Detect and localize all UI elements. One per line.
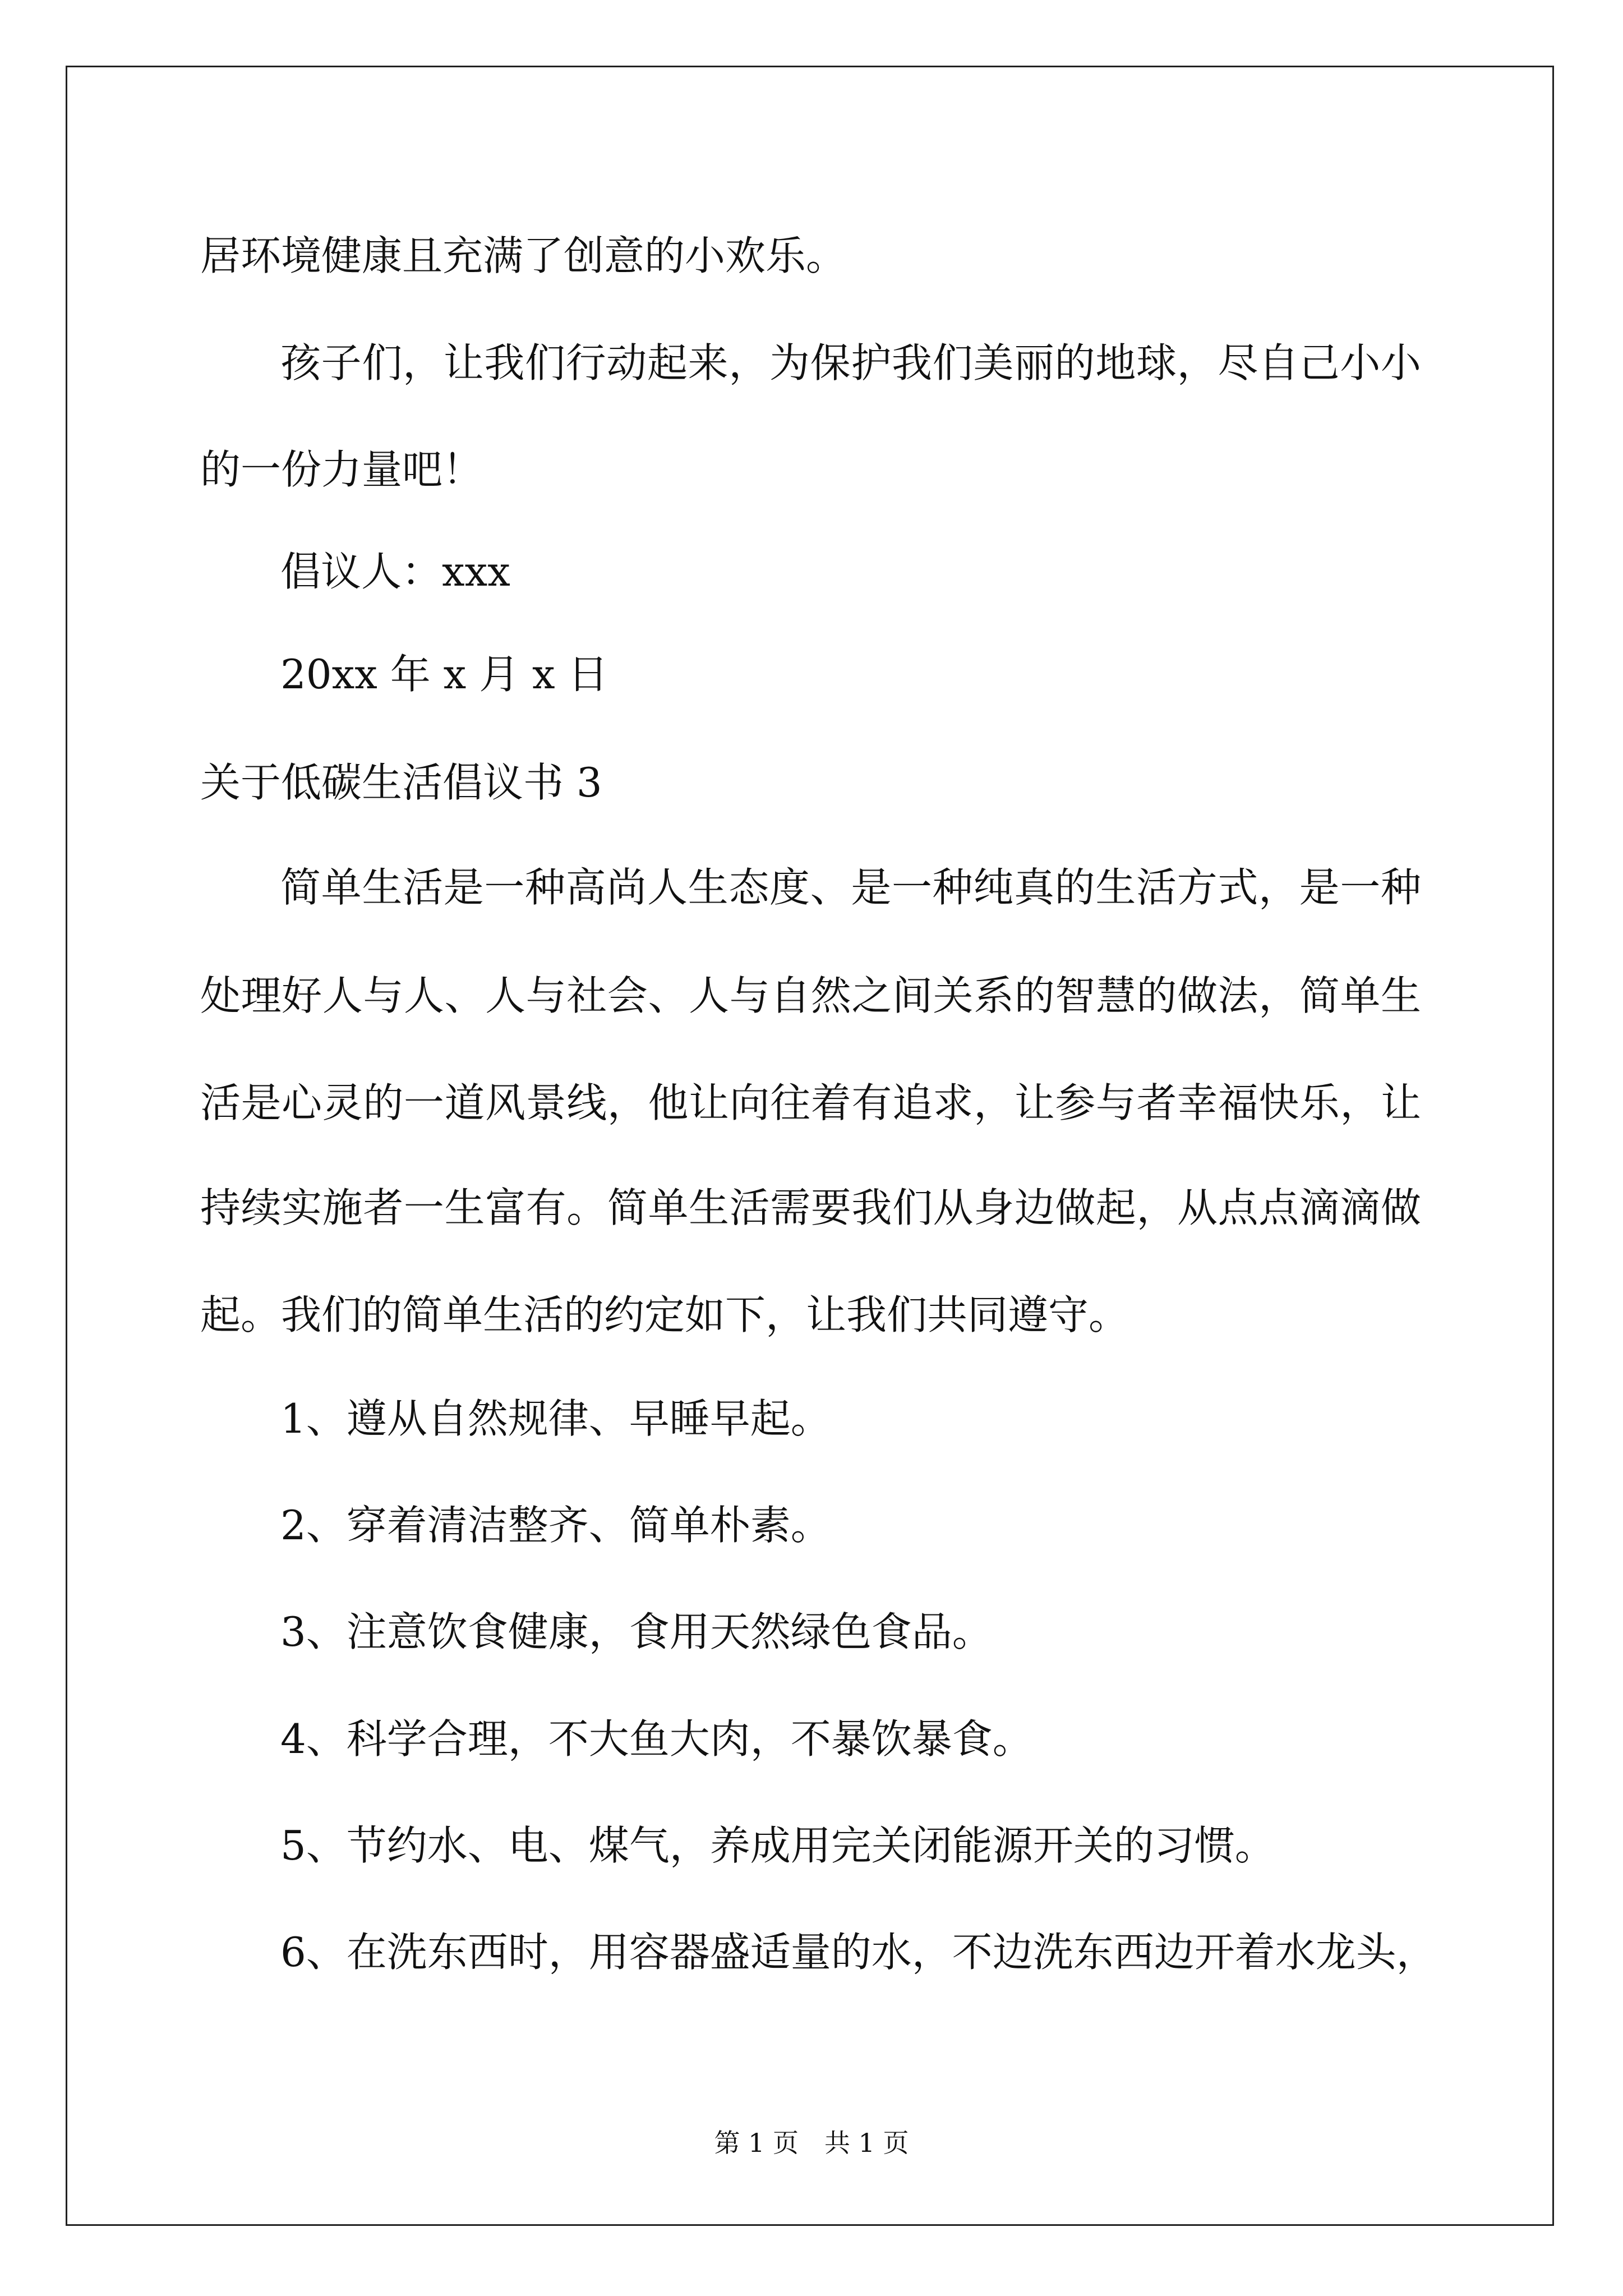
paragraph-line: 孩子们，让我们行动起来，为保护我们美丽的地球，尽自己小小 [280, 339, 1421, 386]
paragraph-line: 简单生活是一种高尚人生态度、是一种纯真的生活方式，是一种 [280, 864, 1421, 911]
signature-line: 倡议人：xxx [280, 548, 510, 595]
paragraph-line: 活是心灵的一道风景线，他让向往着有追求，让参与者幸福快乐，让 [200, 1079, 1421, 1126]
section-title: 关于低碳生活倡议书 3 [200, 759, 602, 806]
paragraph-line: 起。我们的简单生活的约定如下，让我们共同遵守。 [200, 1291, 1129, 1338]
list-item: 2、穿着清洁整齐、简单朴素。 [280, 1502, 831, 1549]
list-item: 1、遵从自然规律、早睡早起。 [280, 1395, 831, 1442]
list-item: 4、科学合理，不大鱼大肉，不暴饮暴食。 [280, 1715, 1033, 1763]
paragraph-line: 处理好人与人、人与社会、人与自然之间关系的智慧的做法，简单生 [200, 972, 1421, 1019]
date-line: 20xx 年 x 月 x 日 [280, 651, 608, 698]
paragraph-line: 的一份力量吧！ [200, 446, 483, 493]
list-item: 6、在洗东西时，用容器盛适量的水，不边洗东西边开着水龙头， [280, 1929, 1437, 1976]
paragraph-line: 持续实施者一生富有。简单生活需要我们从身边做起，从点点滴滴做 [200, 1184, 1421, 1231]
page-footer: 第 1 页 共 1 页 [714, 2128, 909, 2158]
list-item: 3、注意饮食健康，食用天然绿色食品。 [280, 1608, 993, 1655]
paragraph-line: 居环境健康且充满了创意的小欢乐。 [200, 232, 847, 279]
list-item: 5、节约水、电、煤气，养成用完关闭能源开关的习惯。 [280, 1822, 1275, 1869]
